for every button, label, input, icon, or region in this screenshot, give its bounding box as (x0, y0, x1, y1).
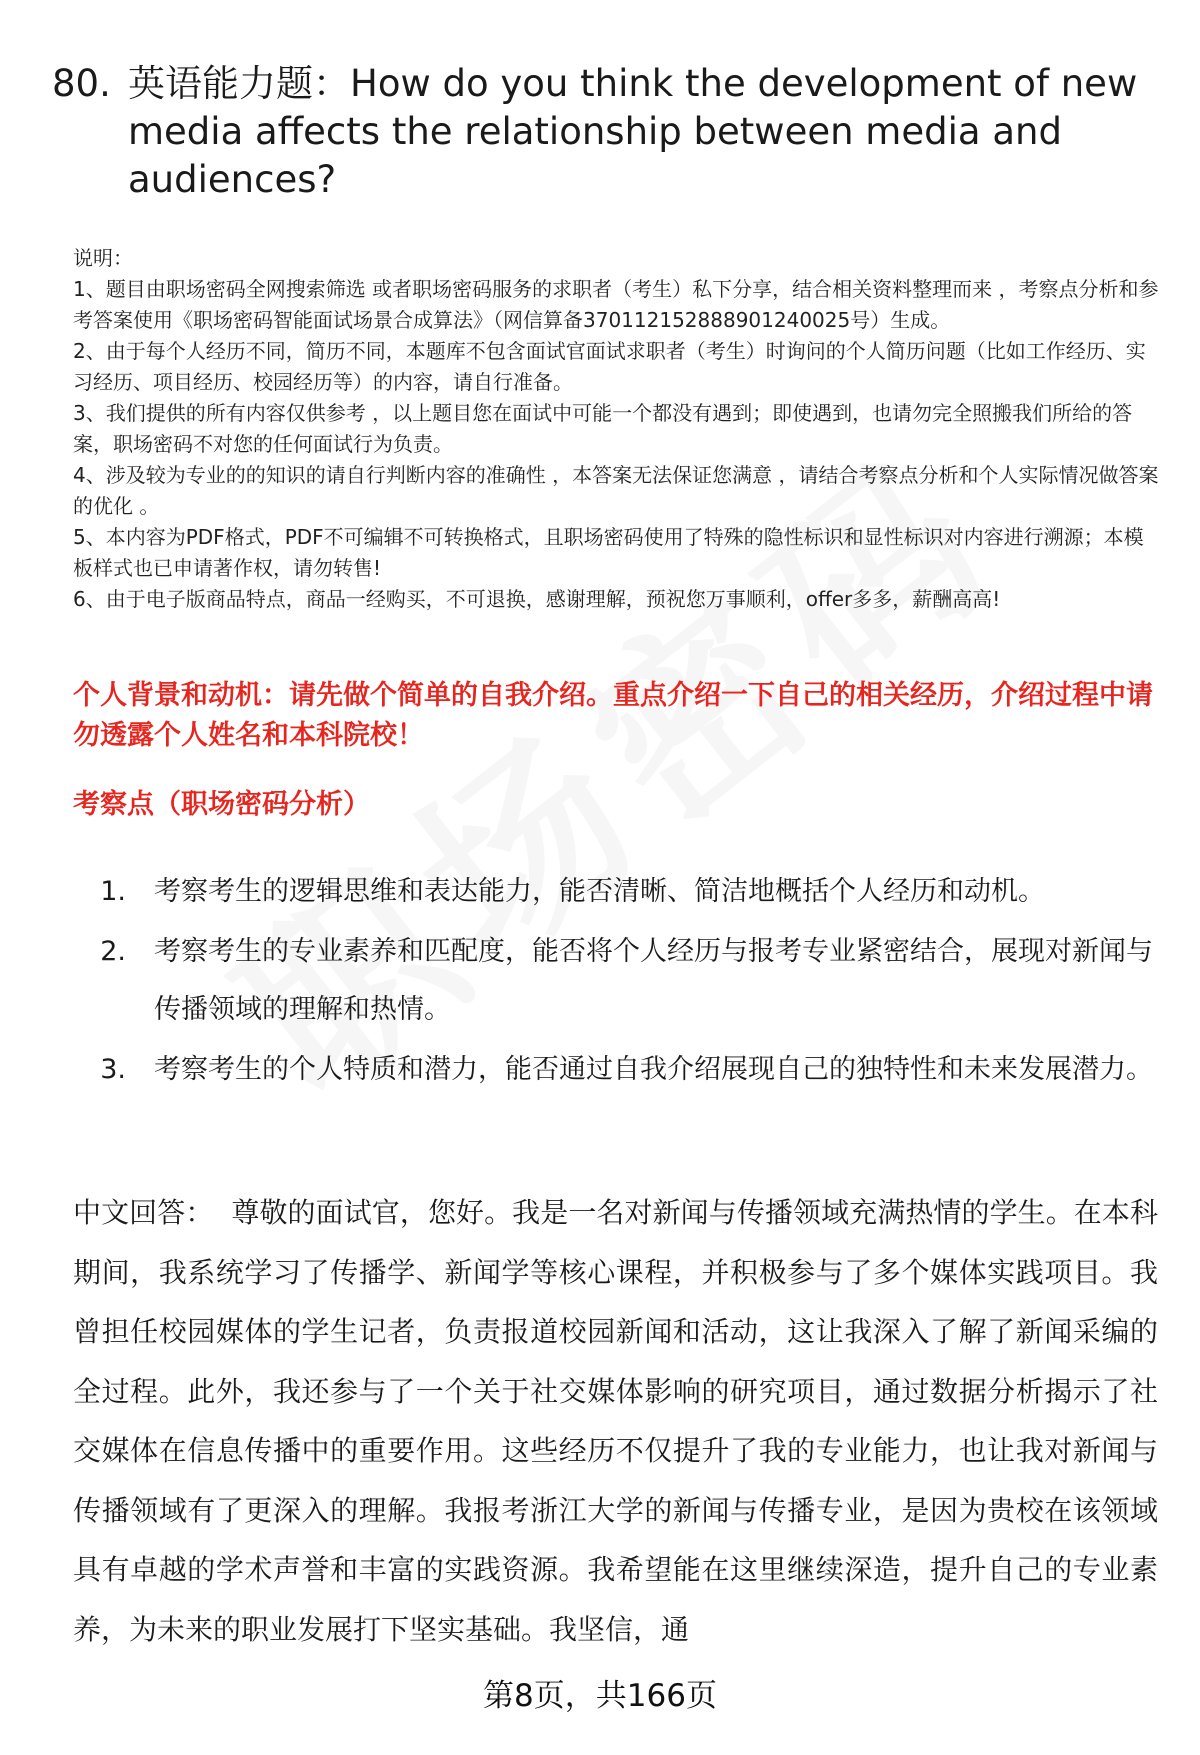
answer-paragraph (73, 1183, 1158, 1659)
page-number: 第8页，共166页 (483, 1678, 717, 1714)
point-number: 2. (100, 936, 126, 967)
answer-label: 中文回答： (73, 1196, 214, 1229)
point-number: 3. (100, 1054, 126, 1085)
section-heading: 个人背景和动机：请先做个简单的自我介绍。重点介绍一下自己的相关经历，介绍过程中请勿透露个人姓名和本科院校！ (73, 680, 1153, 751)
list-item (73, 863, 1163, 921)
point-text: 考察考生的个人特质和潜力，能否通过自我介绍展现自己的独特性和未来发展潜力。 (154, 1054, 1153, 1085)
point-number: 1. (100, 876, 126, 907)
point-text: 考察考生的逻辑思维和表达能力，能否清晰、简洁地概括个人经历和动机。 (154, 876, 1045, 907)
note-item: 5、本内容为PDF格式，PDF不可编辑不可转换格式，且职场密码使用了特殊的隐性标识和显性标识对内容进行溯源；本模板样式也已申请著作权，请勿转售! (73, 525, 1144, 580)
note-item: 3、我们提供的所有内容仅供参考 ，以上题目您在面试中可能一个都没有遇到；即使遇到，也请勿完全照搬我们所给的答案，职场密码不对您的任何面试行为负责。 (73, 401, 1133, 456)
answer-text: 尊敬的面试官，您好。我是一名对新闻与传播领域充满热情的学生。在本科期间，我系统学习了传播学、新闻学等核心课程，并积极参与了多个媒体实践项目。我曾担任校园媒体的学生记者，负责报道校园新闻和活动，这让我深入了解了新闻采编的全过程。此外，我还参与了一个关于社交媒体影响的研究项目，通过数据分析揭示了社交媒体在信息传播中的重要作用。这些经历不仅提升了我的专业能力，也让我对新闻与传播领域有了更深入的理解。我报考浙江大学的新闻与传播专业，是因为贵校在该领域具有卓越的学术声誉和丰富的实践资源。我希望能在这里继续深造，提升自己的专业素养，为未来的职业发展打下坚实基础。我坚信，通 (73, 1196, 1158, 1646)
analysis-points (73, 863, 1163, 1101)
note-item: 2、由于每个人经历不同，简历不同，本题库不包含面试官面试求职者（考生）时询问的个人简历问题（比如工作经历、实习经历、项目经历、校园经历等）的内容，请自行准备。 (73, 339, 1146, 394)
point-text: 考察考生的专业素养和匹配度，能否将个人经历与报考专业紧密结合，展现对新闻与传播领域的理解和热情。 (154, 936, 1153, 1025)
list-item (73, 1041, 1163, 1099)
notes-title: 说明： (73, 246, 133, 270)
list-item (73, 923, 1163, 1039)
question-title (52, 60, 1152, 204)
note-item: 4、涉及较为专业的的知识的请自行判断内容的准确性 ，本答案无法保证您满意 ，请结合考察点分析和个人实际情况做答案的优化 。 (73, 463, 1159, 518)
note-item: 6、由于电子版商品特点，商品一经购买，不可退换，感谢理解，预祝您万事顺利，offer多多，薪酬高高! (73, 587, 1001, 611)
notes-section (73, 243, 1163, 615)
analysis-heading: 考察点（职场密码分析） (73, 789, 370, 820)
question-number: 80. (52, 62, 111, 105)
question-text: 英语能力题：How do you think the development of new media affects the relationship between media and audiences? (128, 62, 1138, 201)
note-item: 1、题目由职场密码全网搜索筛选 或者职场密码服务的求职者（考生）私下分享，结合相关资料整理而来 ，考察点分析和参考答案使用《职场密码智能面试场景合成算法》（网信算备370112152888901240025号）生成。 (73, 277, 1159, 332)
